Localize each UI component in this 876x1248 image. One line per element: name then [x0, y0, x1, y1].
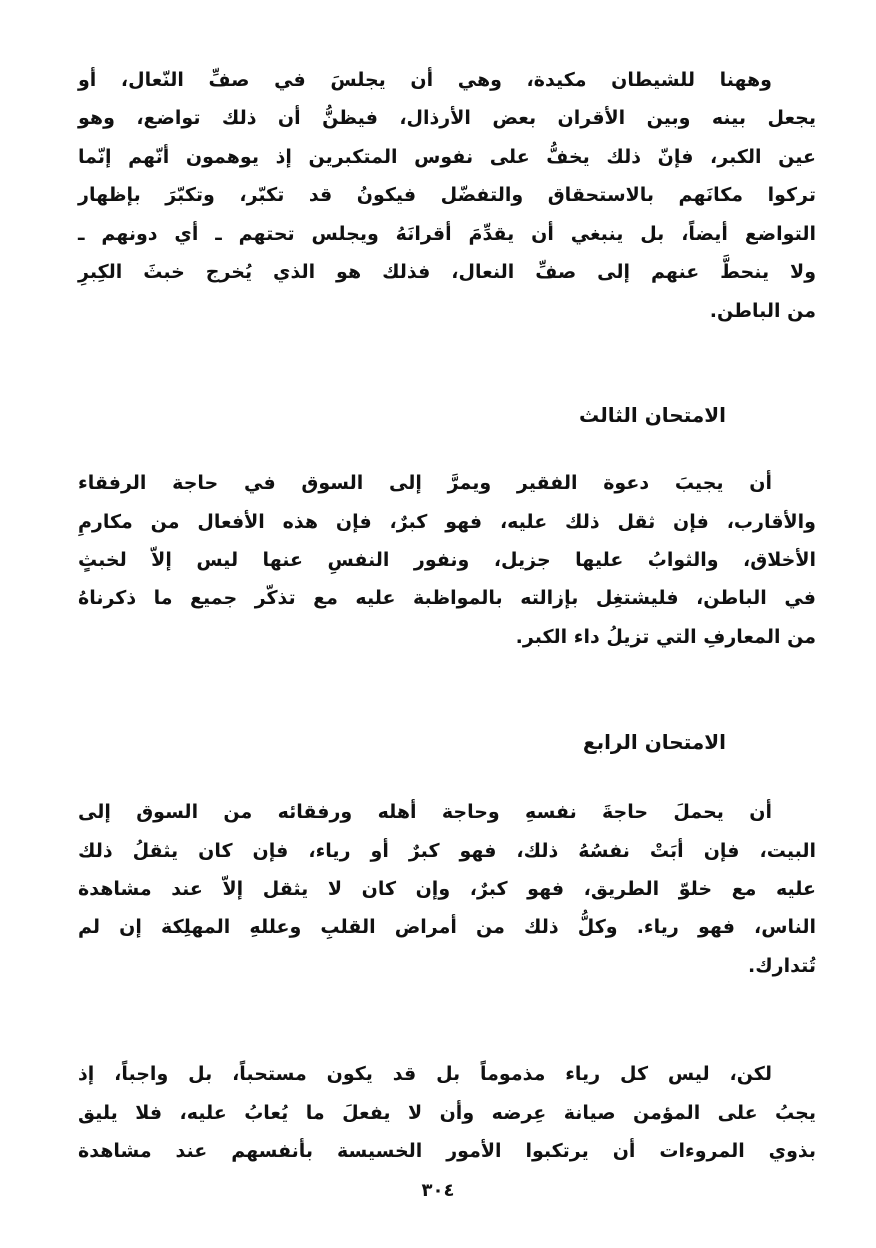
text-line: والأقارب، فإن ثقل ذلك عليه، فهو كبرٌ، فإن هذه الأفعال من مكارمِ: [78, 511, 816, 533]
text-line: تركوا مكانَهم بالاستحقاق والتفضّل فيكونُ قد تكبّر، وتكبّرَ بإظهار: [78, 184, 816, 206]
page-number: ٣٠٤: [421, 1180, 455, 1201]
text-line: من المعارفِ التي تزيلُ داء الكبر.: [515, 626, 816, 648]
text-line: عليه مع خلوّ الطريق، فهو كبرٌ، وإن كان لا يثقل إلاّ عند مشاهدة: [78, 878, 816, 900]
section-heading: الامتحان الرابع: [582, 730, 726, 754]
text-line: من الباطن.: [709, 300, 816, 322]
text-line: تُتدارك.: [748, 955, 816, 977]
text-line: البيت، فإن أبَتْ نفسُهُ ذلك، فهو كبرٌ أو رياء، فإن كان يثقلُ ذلك: [78, 840, 816, 862]
text-line: الناس، فهو رياء. وكلُّ ذلك من أمراض القلبِ وعللهِ المهلِكة إن لم: [78, 916, 816, 938]
text-line: ولا ينحطَّ عنهم إلى صفِّ النعال، فذلك هو الذي يُخرج خبثَ الكِبرِ: [78, 261, 816, 283]
text-line: يجبُ على المؤمن صيانة عِرضه وأن لا يفعلَ ما يُعابُ عليه، فلا يليق: [78, 1102, 816, 1124]
text-line: أن يجيبَ دعوة الفقير ويمرَّ إلى السوق في حاجة الرفقاء: [78, 472, 772, 494]
text-line: الأخلاق، والثوابُ عليها جزيل، ونفور النفسِ عنها ليس إلاّ لخبثٍ: [78, 549, 816, 571]
text-line: بذوي المروءات أن يرتكبوا الأمور الخسيسة بأنفسهم عند مشاهدة: [78, 1140, 816, 1162]
text-line: عين الكبر، فإنّ ذلك يخفُّ على نفوس المتكبرين إذ يوهمون أنّهم إنّما: [78, 146, 816, 168]
text-line: التواضع أيضاً، بل ينبغي أن يقدِّمَ أقرانَهُ ويجلس تحتهم ـ أي دونهم ـ: [78, 223, 816, 245]
text-line: في الباطن، فليشتغِل بإزالته بالمواظبة عليه مع تذكّر جميع ما ذكرناهُ: [78, 587, 816, 609]
text-line: وههنا للشيطان مكيدة، وهي أن يجلسَ في صفِّ النّعال، أو: [78, 69, 772, 91]
text-line: يجعل بينه وبين الأقران بعض الأرذال، فيظنُّ أن ذلك تواضع، وهو: [78, 107, 816, 129]
text-line: أن يحملَ حاجةَ نفسهِ وحاجة أهله ورفقائه من السوق إلى: [78, 801, 772, 823]
section-heading: الامتحان الثالث: [579, 403, 726, 427]
text-line: لكن، ليس كل رياء مذموماً بل قد يكون مستحباً، بل واجباً، إذ: [78, 1063, 772, 1085]
